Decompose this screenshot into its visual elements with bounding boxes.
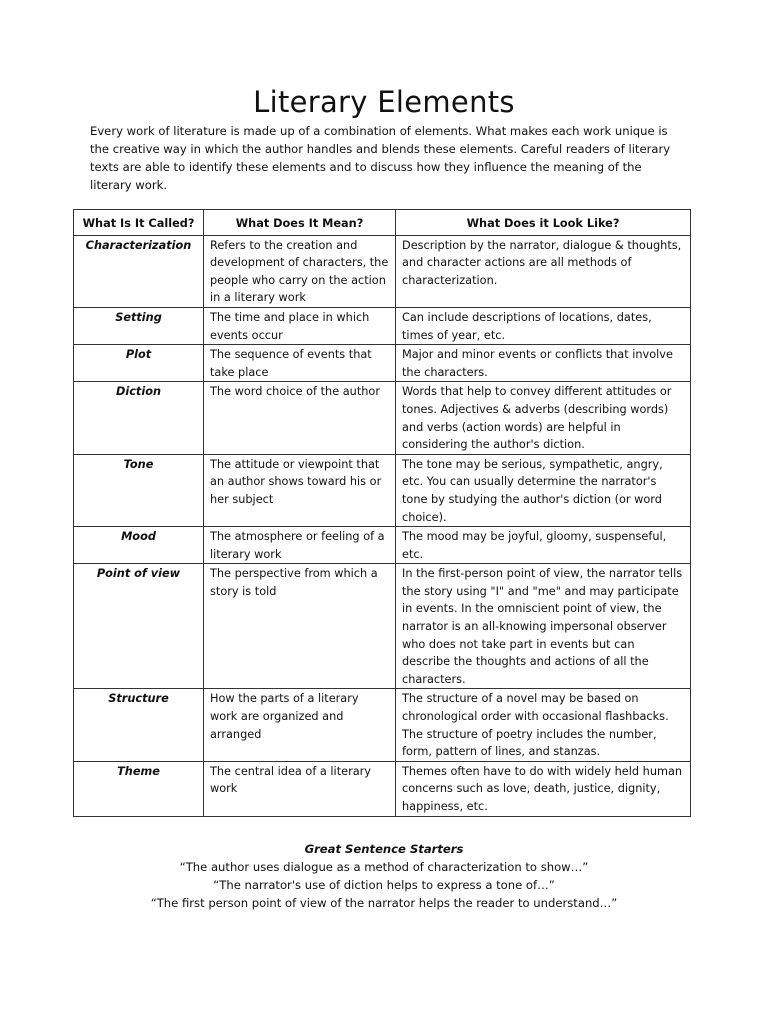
example-cell: Major and minor events or conflicts that involve the characters. <box>396 345 691 382</box>
table-row <box>74 235 691 307</box>
meaning-cell: The atmosphere or feeling of a literary work <box>204 527 396 564</box>
example-cell: Words that help to convey different attitudes or tones. Adjectives & adverbs (describing words) and verbs (action words) are helpful in considering the author's diction. <box>396 382 691 454</box>
header-example: What Does it Look Like? <box>396 210 691 236</box>
example-cell: Description by the narrator, dialogue & thoughts, and character actions are all methods of characterization. <box>396 235 691 307</box>
page-title: Literary Elements <box>253 85 515 120</box>
term-cell: Theme <box>74 761 204 816</box>
sentence-starters-heading: Great Sentence Starters <box>304 842 464 856</box>
term-cell: Diction <box>74 382 204 454</box>
meaning-cell: Refers to the creation and development of characters, the people who carry on the action in a literary work <box>204 235 396 307</box>
term-cell: Mood <box>74 527 204 564</box>
term-cell: Point of view <box>74 564 204 689</box>
table-row <box>74 345 691 382</box>
sentence-starter-line: “The author uses dialogue as a method of characterization to show…” <box>179 860 589 874</box>
header-meaning: What Does It Mean? <box>204 210 396 236</box>
example-cell: The tone may be serious, sympathetic, angry, etc. You can usually determine the narrator's tone by studying the author's diction (or word choice). <box>396 454 691 526</box>
example-cell: The structure of a novel may be based on chronological order with occasional flashbacks. The structure of poetry includes the number, form, pattern of lines, and stanzas. <box>396 689 691 761</box>
example-cell: Can include descriptions of locations, dates, times of year, etc. <box>396 307 691 344</box>
example-cell: Themes often have to do with widely held human concerns such as love, death, justice, dignity, happiness, etc. <box>396 761 691 816</box>
meaning-cell: The attitude or viewpoint that an author shows toward his or her subject <box>204 454 396 526</box>
sentence-starter-line: “The narrator's use of diction helps to express a tone of…” <box>213 878 555 892</box>
table-row <box>74 689 691 761</box>
sentence-starter-line: “The first person point of view of the narrator helps the reader to understand…” <box>150 896 618 910</box>
example-cell: In the first-person point of view, the narrator tells the story using "I" and "me" and may participate in events. In the omniscient point of view, the narrator is an all-knowing impersonal observer who does not take part in events but can describe the thoughts and actions of all the characters. <box>396 564 691 689</box>
term-cell: Plot <box>74 345 204 382</box>
term-cell: Characterization <box>74 235 204 307</box>
example-cell: The mood may be joyful, gloomy, suspenseful, etc. <box>396 527 691 564</box>
term-cell: Setting <box>74 307 204 344</box>
table-row <box>74 382 691 454</box>
term-cell: Structure <box>74 689 204 761</box>
table-row <box>74 761 691 816</box>
meaning-cell: The central idea of a literary work <box>204 761 396 816</box>
header-term: What Is It Called? <box>74 210 204 236</box>
term-cell: Tone <box>74 454 204 526</box>
sentence-starters <box>0 840 768 912</box>
table-row <box>74 564 691 689</box>
intro-paragraph: Every work of literature is made up of a combination of elements. What makes each work unique is the creative way in which the author handles and blends these elements. Careful readers of literary texts are able to identify these elements and to discuss how they influence the meaning of the literary work. <box>90 124 671 192</box>
literary-elements-table <box>73 209 691 817</box>
meaning-cell: The time and place in which events occur <box>204 307 396 344</box>
table-row <box>74 527 691 564</box>
table-header-row <box>74 210 691 236</box>
table-row <box>74 454 691 526</box>
table-row <box>74 307 691 344</box>
meaning-cell: How the parts of a literary work are organized and arranged <box>204 689 396 761</box>
meaning-cell: The sequence of events that take place <box>204 345 396 382</box>
meaning-cell: The word choice of the author <box>204 382 396 454</box>
meaning-cell: The perspective from which a story is told <box>204 564 396 689</box>
